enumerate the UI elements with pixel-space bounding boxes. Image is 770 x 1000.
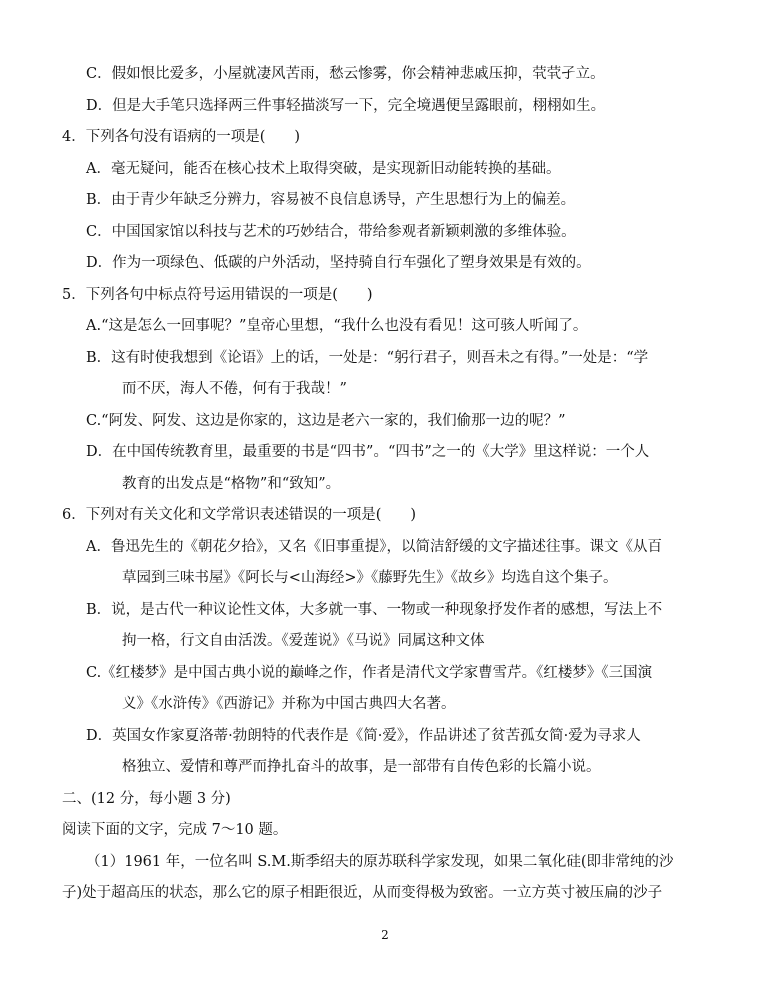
passage-line: 子)处于超高压的状态，那么它的原子相距很近，从而变得极为致密。一立方英寸被压扁的沙子 (62, 885, 663, 901)
reading-instruction: 阅读下面的文字，完成 7～10 题。 (62, 822, 288, 838)
option-line: D．英国女作家夏洛蒂·勃朗特的代表作是《简·爱》，作品讲述了贫苦孤女简·爱为寻求人 (86, 728, 641, 744)
question-heading: 6．下列对有关文化和文学常识表述错误的一项是( ) (62, 507, 417, 523)
option-line: D．作为一项绿色、低碳的户外活动，坚持骑自行车强化了塑身效果是有效的。 (86, 255, 591, 271)
section-heading: 二、(12 分，每小题 3 分) (62, 791, 231, 807)
option-line: A．鲁迅先生的《朝花夕拾》，又名《旧事重提》，以简洁舒缓的文字描述往事。课文《从百 (86, 539, 662, 555)
option-line: A．毫无疑问，能否在核心技术上取得突破，是实现新旧动能转换的基础。 (86, 161, 561, 177)
page-number: 2 (381, 928, 389, 942)
option-line: C．中国国家馆以科技与艺术的巧妙结合，带给参观者新颖刺激的多维体验。 (86, 224, 576, 240)
option-line: B．这有时使我想到《论语》上的话，一处是：“躬行君子，则吾未之有得。”一处是：“学 (86, 350, 649, 366)
option-continuation: 草园到三味书屋》《阿长与<山海经>》《藤野先生》《故乡》均选自这个集子。 (122, 570, 618, 586)
option-continuation: 拘一格，行文自由活泼。《爱莲说》《马说》同属这种文体 (122, 633, 485, 649)
question-heading: 4．下列各句没有语病的一项是( ) (62, 129, 301, 145)
option-line: C．假如恨比爱多，小屋就凄风苦雨，愁云惨雾，你会精神悲戚压抑，茕茕孑立。 (86, 66, 605, 82)
option-line: C.“阿发、阿发、这边是你家的，这边是老六一家的，我们偷那一边的呢？” (86, 413, 566, 429)
passage-line: （1）1961 年，一位名叫 S.M.斯季绍夫的原苏联科学家发现，如果二氧化硅(即非常纯的沙 (86, 854, 674, 870)
option-continuation: 教育的出发点是“格物”和“致知”。 (122, 476, 341, 492)
option-line: B．由于青少年缺乏分辨力，容易被不良信息诱导，产生思想行为上的偏差。 (86, 192, 576, 208)
question-heading: 5．下列各句中标点符号运用错误的一项是( ) (62, 287, 373, 303)
option-line: D．但是大手笔只选择两三件事轻描淡写一下，完全境遇便呈露眼前，栩栩如生。 (86, 98, 606, 114)
option-line: A.“这是怎么一回事呢？”皇帝心里想，“我什么也没有看见！这可骇人听闻了。 (86, 318, 588, 334)
option-line: D．在中国传统教育里，最重要的书是“四书”。“四书”之一的《大学》里这样说：一个人 (86, 444, 650, 460)
option-line: C.《红楼梦》是中国古典小说的巅峰之作，作者是清代文学家曹雪芹。《红楼梦》《三国演 (86, 665, 653, 681)
option-continuation: 格独立、爱情和尊严而挣扎奋斗的故事，是一部带有自传色彩的长篇小说。 (122, 759, 601, 775)
option-continuation: 而不厌，海人不倦，何有于我哉！” (122, 381, 347, 397)
option-line: B．说，是古代一种议论性文体，大多就一事、一物或一种现象抒发作者的感想，写法上不 (86, 602, 663, 618)
option-continuation: 义》《水浒传》《西游记》并称为中国古典四大名著。 (122, 696, 456, 712)
